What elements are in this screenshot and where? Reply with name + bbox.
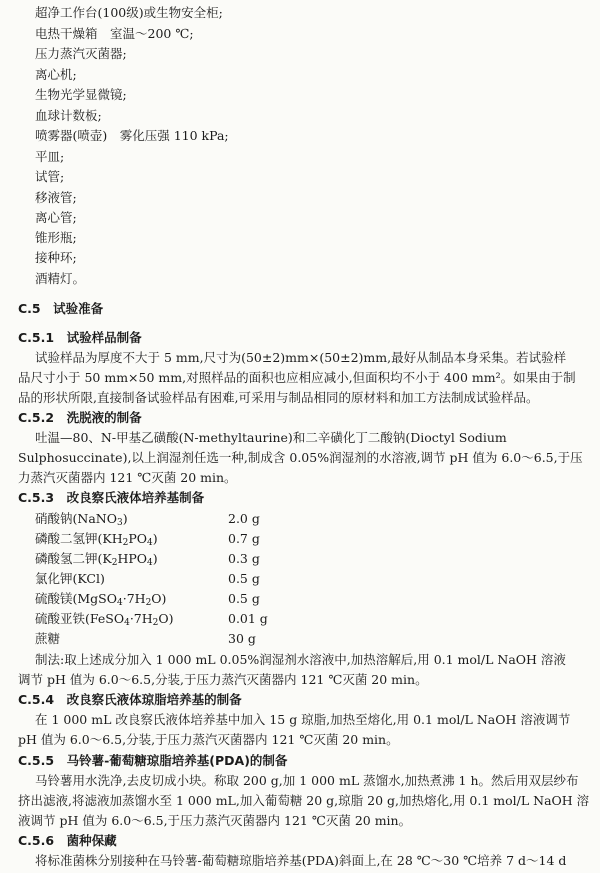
section-title: 洗脱液的制备 (66, 410, 142, 426)
paragraph-line: 品尺寸小于 50 mm×50 mm,对照样品的面积也应相应减小,但面积均不小于 400 mm²。如果由于制 (18, 370, 576, 386)
paragraph-line: Sulphosuccinate),以上润湿剂任选一种,制成含 0.05%润湿剂的水溶液,调节 pH 值为 6.0～6.5,于压 (18, 450, 583, 466)
section-title: 改良察氏液体培养基制备 (66, 490, 205, 506)
reagent-name: 硝酸钠(NaNO$_3$) (35, 511, 128, 529)
paragraph-line: 试验样品为厚度不大于 5 mm,尺寸为(50±2)mm×(50±2)mm,最好从制品本身采集。若试验样 (35, 350, 567, 366)
reagent-name: 磷酸氢二钾$(K_2HPO_4)$ (35, 551, 158, 569)
section-heading-c52 (18, 410, 142, 426)
section-heading-c51 (18, 330, 142, 346)
paragraph-line: 调节 pH 值为 6.0～6.5,分装,于压力蒸汽灭菌器内 121 ℃灭菌 20 min。 (18, 672, 428, 688)
section-number: C.5.1 (18, 330, 55, 346)
reagent-name: 氯化钾(KCl) (35, 571, 105, 587)
paragraph-line: 马铃薯用水洗净,去皮切成小块。称取 200 g,加 1 000 mL 蒸馏水,加热煮沸 1 h。然后用双层纱布 (35, 773, 579, 788)
equipment-item: 接种环; (35, 250, 77, 266)
reagent-amount: 0.3 g (228, 551, 260, 567)
paragraph-line: 吐温—80、N-甲基乙磺酸(N-methyltaurine)和二辛磺化丁二酸钠(Dioctyl Sodium (35, 430, 507, 446)
equipment-item: 离心机; (35, 66, 77, 82)
equipment-item: 血球计数板; (35, 107, 102, 123)
section-heading-c54 (18, 692, 242, 708)
section-title: 菌种保藏 (66, 833, 117, 848)
equipment-item: 移液管; (35, 189, 77, 205)
reagent-amount: 2.0 g (228, 511, 260, 527)
section-number: C.5.5 (18, 753, 55, 768)
equipment-item: 压力蒸汽灭菌器; (35, 46, 127, 62)
equipment-item: 超净工作台(100级)或生物安全柜; (35, 5, 223, 21)
reagent-amount: 0.7 g (228, 531, 260, 547)
reagent-amount: 0.5 g (228, 571, 260, 587)
equipment-item: 酒精灯。 (35, 271, 86, 287)
equipment-item: 离心管; (35, 209, 77, 225)
paragraph-line: 品的形状所限,直接制备试验样品有困难,可采用与制品相同的原材料和加工方法制成试验样品。 (18, 390, 539, 406)
section-heading-c53 (18, 490, 204, 506)
reagent-name: 蔗糖 (35, 631, 61, 647)
paragraph-line: 挤出滤液,将滤液加蒸馏水至 1 000 mL,加入葡萄糖 20 g,琼脂 20 g,加热熔化,用 0.1 mol/L NaOH 溶 (18, 793, 590, 808)
equipment-item: 平皿; (35, 148, 65, 164)
section-title: 试验准备 (53, 300, 104, 316)
reagent-name: 磷酸二氢钾$(KH_2PO_4)$ (35, 531, 158, 549)
section-number: C.5.4 (18, 692, 55, 708)
reagent-name: 硫酸亚铁$(FeSO_4\cdot 7H_2O)$ (35, 611, 174, 629)
equipment-item: 锥形瓶; (35, 230, 77, 246)
paragraph-line: 在 1 000 mL 改良察氏液体培养基中加入 15 g 琼脂,加热至熔化,用 0.1 mol/L NaOH 溶液调节 (35, 712, 571, 728)
equipment-item: 生物光学显微镜; (35, 86, 127, 102)
paragraph-line: pH 值为 6.0～6.5,分装,于压力蒸汽灭菌器内 121 ℃灭菌 20 min。 (18, 732, 399, 748)
paragraph-line: 力蒸汽灭菌器内 121 ℃灭菌 20 min。 (18, 470, 237, 486)
reagent-amount: 0.5 g (228, 591, 260, 607)
equipment-item: 电热干燥箱 室温～200 ℃; (35, 26, 194, 42)
paragraph-line: 将标准菌株分别接种在马铃薯-葡萄糖琼脂培养基(PDA)斜面上,在 28 ℃～30 ℃培养 7 d～14 d (35, 853, 567, 868)
section-title: 马铃薯-葡萄糖琼脂培养基(PDA)的制备 (66, 753, 288, 768)
section-number: C.5.3 (18, 490, 55, 506)
equipment-item: 试管; (35, 168, 65, 184)
reagent-amount: 30 g (228, 631, 256, 647)
equipment-item: 喷雾器(喷壶) 雾化压强 110 kPa; (35, 127, 229, 143)
paragraph-line: 制法:取上述成分加入 1 000 mL 0.05%润湿剂水溶液中,加热溶解后,用 0.1 mol/L NaOH 溶液 (35, 652, 566, 668)
section-title: 试验样品制备 (66, 330, 142, 346)
section-heading-c56 (18, 833, 117, 849)
paragraph-line: 液调节 pH 值为 6.0～6.5,于压力蒸汽灭菌器内 121 ℃灭菌 20 min。 (18, 813, 412, 828)
reagent-amount: 0.01 g (228, 611, 268, 627)
section-heading-c55 (18, 753, 287, 769)
section-number: C.5.2 (18, 410, 55, 426)
section-number: C.5 (18, 300, 41, 316)
reagent-name: 硫酸镁$(MgSO_4\cdot 7H_2O)$ (35, 591, 167, 609)
section-number: C.5.6 (18, 833, 55, 848)
section-title: 改良察氏液体琼脂培养基的制备 (66, 692, 242, 708)
section-heading-c5 (18, 301, 103, 317)
